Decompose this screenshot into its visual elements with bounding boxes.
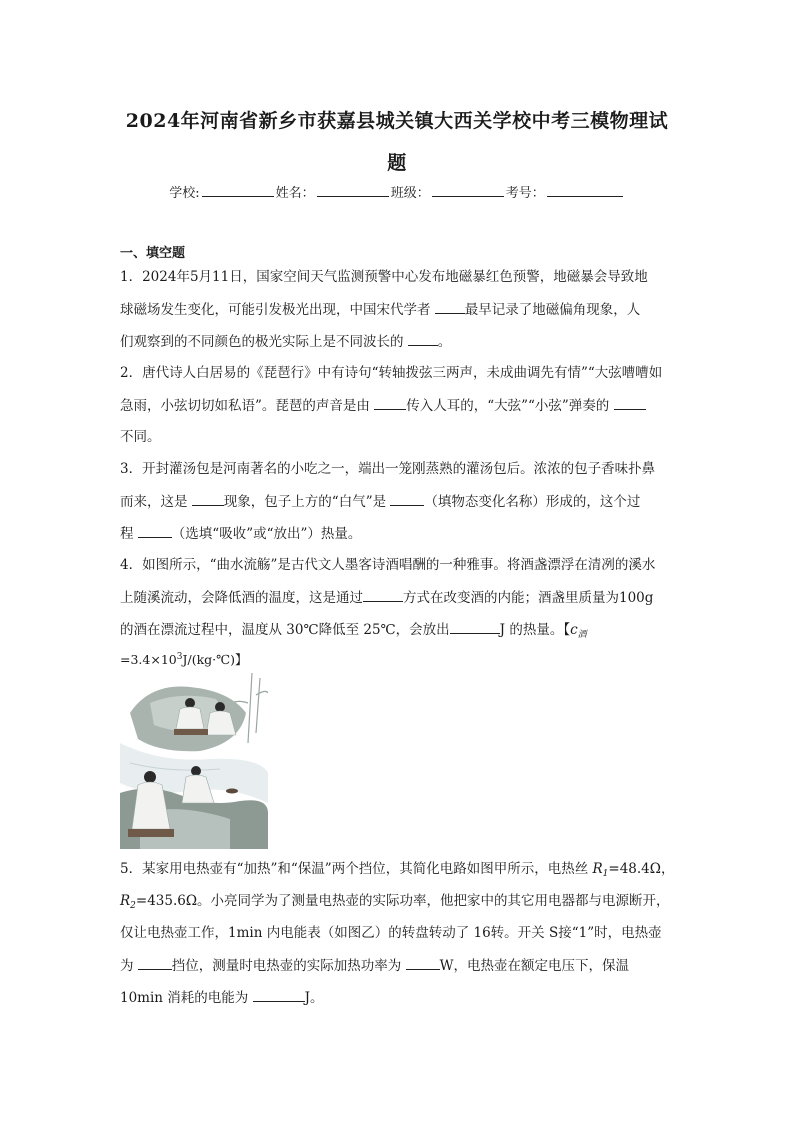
q4-blank1[interactable] <box>363 588 403 602</box>
q1-blank1[interactable] <box>435 300 465 314</box>
q5-line2: $R_2=435.6\Omega$。小亮同学为了测量电热壶的实际功率，他把家中的其它用电器都与电源断开， <box>120 893 670 911</box>
q2-blank1[interactable] <box>374 396 406 410</box>
q3-blank3[interactable] <box>138 524 172 538</box>
q1-line3: 们观察到的不同颜色的极光实际上是不同波长的 。 <box>120 334 452 350</box>
q5-blank1[interactable] <box>138 956 172 970</box>
q2-line1: 2．唐代诗人白居易的《琵琶行》中有诗句“转轴拨弦三两声，未成曲调先有情”“大弦嘈嘈如 <box>120 365 663 381</box>
q3-line2: 而来，这是 现象，包子上方的“白气”是 （填物态变化名称）形成的，这个过 <box>120 494 641 510</box>
q1-blank2[interactable] <box>408 332 438 346</box>
q2-line2: 急雨，小弦切切如私语”。琵琶的声音是由 传入人耳的，“大弦”“小弦”弹奏的 <box>120 396 676 415</box>
q3-line3: 程 （选填“吸收”或“放出”）热量。 <box>120 526 362 542</box>
name-label: 姓名： <box>275 186 315 201</box>
exam-title-line2: 题 <box>387 152 407 174</box>
exam-title-line1: 2024年河南省新乡市获嘉县城关镇大西关学校中考三模物理试 <box>125 110 669 132</box>
q5-blank3[interactable] <box>253 988 305 1002</box>
q2-line3: 不同。 <box>120 429 161 445</box>
qushui-liushang-illustration <box>120 673 268 849</box>
q5-line4: 为 挡位，测量时电热壶的实际加热功率为 W，电热壶在额定电压下，保温 <box>120 958 629 974</box>
q4-blank2[interactable] <box>450 620 500 634</box>
section-heading-fill-blank: 一、填空题 <box>120 246 186 261</box>
q4-line2: 上随溪流动，会降低酒的温度，这是通过 方式在改变酒的内能；酒盏里质量为100g <box>120 590 654 606</box>
q1-line2: 球磁场发生变化，可能引发极光出现，中国宋代学者 最早记录了地磁偏角现象，人 <box>120 302 641 318</box>
q3-blank1[interactable] <box>192 492 224 506</box>
exam-no-blank[interactable] <box>547 184 623 197</box>
wine-cup-icon <box>226 789 238 794</box>
student-info-row <box>0 182 794 201</box>
q5-blank2[interactable] <box>406 956 440 970</box>
q5-line5: 10min 消耗的电能为 J。 <box>120 990 324 1006</box>
q3-line1: 3．开封灌汤包是河南著名的小吃之一，端出一笼刚蒸熟的灌汤包后。浓浓的包子香味扑鼻 <box>120 461 656 477</box>
q4-line4: $=3.4\times 10^3J/(kg\cdot℃)$】 <box>120 652 248 667</box>
class-label: 班级： <box>390 186 430 201</box>
class-blank[interactable] <box>432 184 504 197</box>
name-blank[interactable] <box>317 184 389 197</box>
q2-blank2[interactable] <box>614 396 646 410</box>
q5-line3: 仅让电热壶工作，1min 内电能表（如图乙）的转盘转动了 16转。开关 S接“1”时，电热壶 <box>120 925 662 941</box>
q4-line1: 4．如图所示，“曲水流觞”是古代文人墨客诗酒唱酬的一种雅事。将酒盏漂浮在清冽的溪水 <box>120 557 656 573</box>
q4-line3: 的酒在漂流过程中，温度从 30℃降低至 25℃，会放出 J 的热量。【$c_酒$ <box>120 622 587 640</box>
school-label: 学校: <box>169 186 200 201</box>
exam-no-label: 考号： <box>505 186 545 201</box>
q5-line1: 5．某家用电热壶有“加热”和“保温”两个挡位，其简化电路如图甲所示，电热丝 $R_1=48.4\Omega$， <box>120 861 675 879</box>
specific-heat-symbol: c <box>570 622 578 638</box>
q1-line1: 1．2024年5月11日，国家空间天气监测预警中心发布地磁暴红色预警，地磁暴会导致地 <box>120 269 648 285</box>
q3-blank2[interactable] <box>390 492 424 506</box>
school-blank[interactable] <box>202 184 274 197</box>
